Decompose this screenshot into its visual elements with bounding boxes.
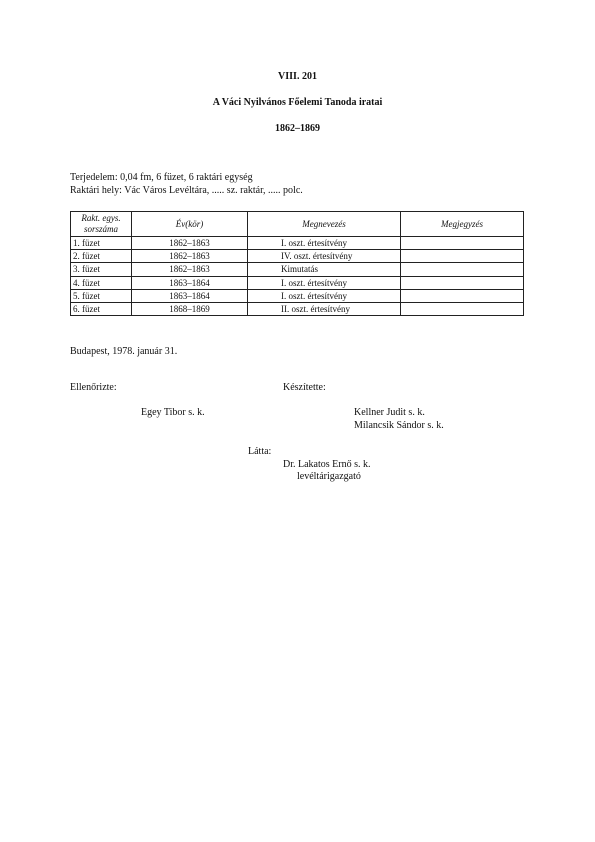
inventory-table (70, 211, 524, 316)
header-unit-number (71, 212, 132, 237)
cell-year: 1868–1869 (132, 303, 248, 316)
cell-year: 1863–1864 (132, 276, 248, 289)
cell-unit: 6. füzet (71, 303, 132, 316)
header-year: Év(kör) (132, 212, 248, 237)
document-title: A Váci Nyilvános Főelemi Tanoda iratai (212, 97, 383, 108)
cell-unit: 4. füzet (71, 276, 132, 289)
prepared-label: Készítette: (283, 382, 326, 393)
cell-name: II. oszt. értesítvény (248, 303, 401, 316)
table-row (71, 303, 524, 316)
table-row (71, 237, 524, 250)
checked-label: Ellenőrizte: (70, 382, 117, 393)
checked-by-signature: Egey Tibor s. k. (141, 407, 205, 418)
cell-name: I. oszt. értesítvény (248, 237, 401, 250)
prepared-by-signature-1: Kellner Judit s. k. (354, 407, 425, 418)
table-row (71, 263, 524, 276)
cell-name: Kimutatás (248, 263, 401, 276)
cell-note (401, 303, 524, 316)
table-row (71, 276, 524, 289)
cell-note (401, 237, 524, 250)
cell-year: 1862–1863 (132, 250, 248, 263)
cell-unit: 5. füzet (71, 289, 132, 302)
cell-name: I. oszt. értesítvény (248, 276, 401, 289)
cell-year: 1862–1863 (132, 263, 248, 276)
cell-unit: 3. füzet (71, 263, 132, 276)
cell-note (401, 276, 524, 289)
cell-unit: 1. füzet (71, 237, 132, 250)
director-signature: Dr. Lakatos Ernő s. k. (283, 459, 371, 470)
place-date: Budapest, 1978. január 31. (70, 346, 178, 357)
cell-note (401, 250, 524, 263)
seen-label: Látta: (248, 446, 272, 457)
header-name: Megnevezés (248, 212, 401, 237)
cell-name: I. oszt. értesítvény (248, 289, 401, 302)
table-header-row (71, 212, 524, 237)
header-note: Megjegyzés (401, 212, 524, 237)
extent-line: Terjedelem: 0,04 fm, 6 füzet, 6 raktári egység (70, 172, 253, 183)
document-years: 1862–1869 (275, 123, 320, 134)
cell-name: IV. oszt. értesítvény (248, 250, 401, 263)
header-unit-line2: sorszáma (83, 224, 118, 234)
header-unit-line1: Rakt. egys. (81, 213, 121, 223)
table-row (71, 289, 524, 302)
cell-year: 1863–1864 (132, 289, 248, 302)
table-row (71, 250, 524, 263)
cell-note (401, 263, 524, 276)
cell-year: 1862–1863 (132, 237, 248, 250)
cell-unit: 2. füzet (71, 250, 132, 263)
location-line: Raktári hely: Vác Város Levéltára, ..... sz. raktár, ..... polc. (70, 185, 303, 196)
document-code: VIII. 201 (278, 71, 317, 82)
cell-note (401, 289, 524, 302)
director-title: levéltárigazgató (297, 471, 361, 482)
prepared-by-signature-2: Milancsik Sándor s. k. (354, 420, 444, 431)
